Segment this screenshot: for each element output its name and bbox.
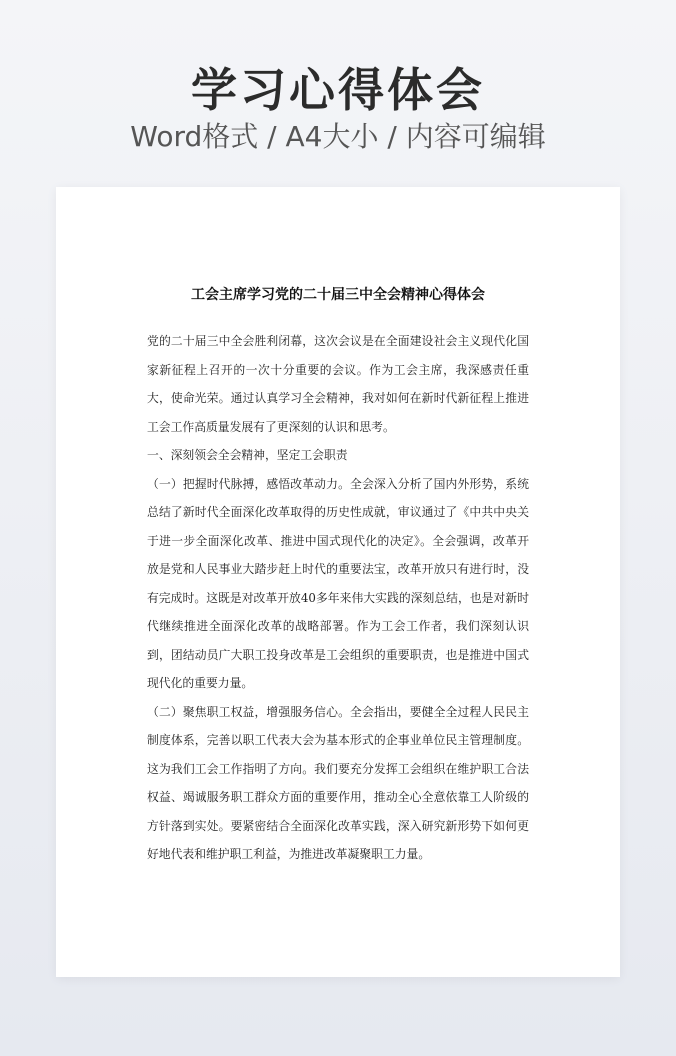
intro-paragraph: 党的二十届三中全会胜利闭幕，这次会议是在全面建设社会主义现代化国家新征程上召开的一次十分重要的会议。作为工会主席，我深感责任重大，使命光荣。通过认真学习全会精神，我对如何在新时代新征程上推进工会工作高质量发展有了更深刻的认识和思考。 [147, 334, 529, 434]
body-paragraph: （一）把握时代脉搏，感悟改革动力。全会深入分析了国内外形势，系统总结了新时代全面深化改革取得的历史性成就，审议通过了《中共中央关于进一步全面深化改革、推进中国式现代化的决定》。全会强调，改革开放是党和人民事业大踏步赶上时代的重要法宝，改革开放只有进行时，没有完成时。这既是对改革开放40多年来伟大实践的深刻总结，也是对新时代继续推进全面深化改革的战略部署。作为工会工作者，我们深刻认识到，团结动员广大职工投身改革是工会组织的重要职责，也是推进中国式现代化的重要力量。 [147, 476, 529, 690]
section-heading: 一、深刻领会全会精神，坚定工会职责 [147, 448, 348, 462]
body-paragraph: （二）聚焦职工权益，增强服务信心。全会指出，要健全全过程人民民主制度体系，完善以职工代表大会为基本形式的企事业单位民主管理制度。这为我们工会工作指明了方向。我们要充分发挥工会组织在维护职工合法权益、竭诚服务职工群众方面的重要作用，推动全心全意依靠工人阶级的方针落到实处。要紧密结合全面深化改革实践，深入研究新形势下如何更好地代表和维护职工利益，为推进改革凝聚职工力量。 [147, 704, 529, 861]
document-body [147, 327, 529, 869]
hero-banner [0, 0, 676, 180]
hero-title: 学习心得体会 [191, 63, 485, 117]
document-page [56, 187, 620, 977]
hero-subtitle: Word格式 / A4大小 / 内容可编辑 [130, 120, 546, 153]
document-title: 工会主席学习党的二十届三中全会精神心得体会 [191, 287, 485, 303]
